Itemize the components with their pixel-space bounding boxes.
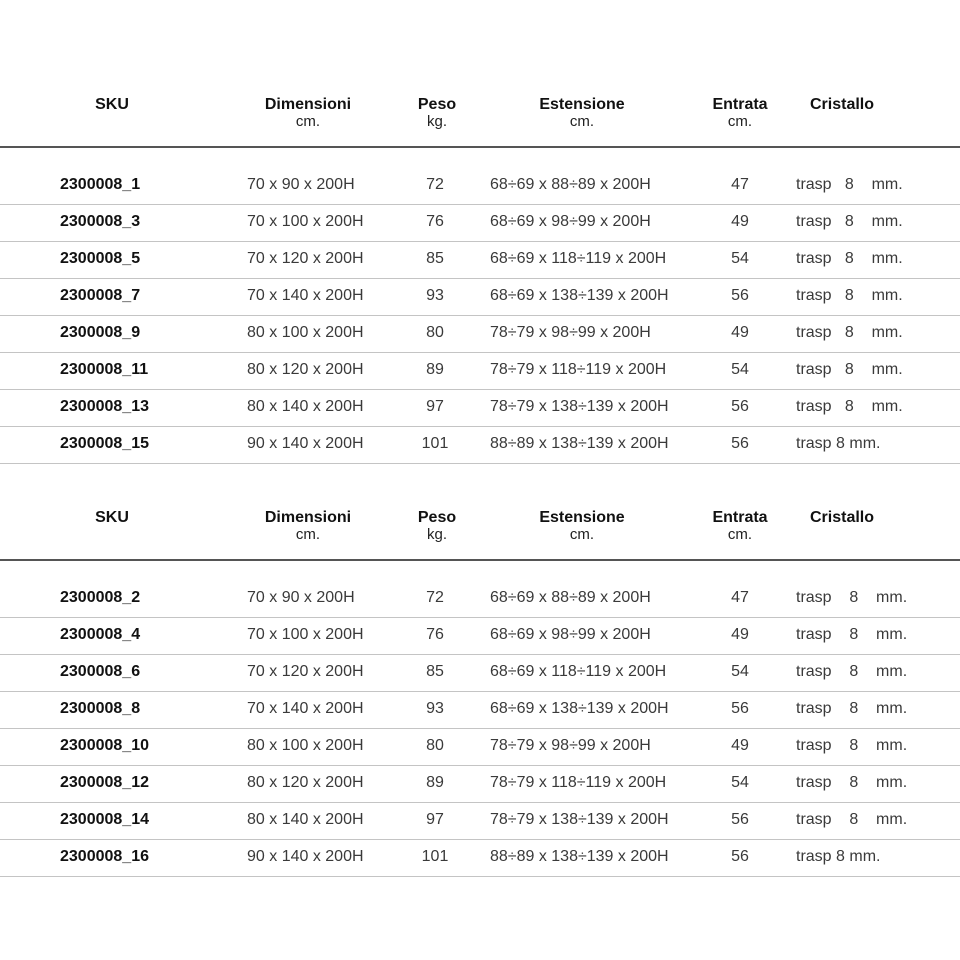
cristallo-cell: trasp 8 mm.: [796, 811, 908, 828]
header-cristallo-label: Cristallo: [809, 509, 874, 526]
header-peso-unit: kg.: [426, 526, 447, 543]
table-row: [0, 840, 960, 877]
dimensioni-cell: 80 x 100 x 200H: [247, 737, 364, 754]
entrata-cell: 49: [731, 626, 749, 643]
table-row: [0, 205, 960, 242]
sku-cell: 2300008_11: [60, 361, 149, 378]
cristallo-cell: trasp 8 mm.: [796, 213, 903, 230]
table-body: [0, 168, 960, 464]
table-row: [0, 655, 960, 692]
estensione-cell: 78÷79 x 118÷119 x 200H: [490, 774, 667, 791]
peso-cell: 93: [426, 287, 444, 304]
peso-cell: 76: [426, 626, 444, 643]
entrata-cell: 54: [731, 663, 749, 680]
entrata-cell: 54: [731, 250, 749, 267]
cristallo-cell: trasp 8 mm.: [796, 774, 908, 791]
entrata-cell: 49: [731, 213, 749, 230]
entrata-cell: 56: [731, 435, 749, 452]
dimensioni-cell: 70 x 120 x 200H: [247, 663, 364, 680]
cristallo-cell: trasp 8 mm.: [796, 626, 908, 643]
sku-cell: 2300008_5: [60, 250, 141, 267]
header-entrata: [700, 509, 780, 543]
entrata-cell: 56: [731, 811, 749, 828]
estensione-cell: 68÷69 x 98÷99 x 200H: [490, 213, 651, 230]
header-dimensioni-unit: cm.: [295, 113, 321, 130]
peso-cell: 97: [426, 398, 444, 415]
sku-cell: 2300008_2: [60, 589, 141, 606]
estensione-cell: 68÷69 x 138÷139 x 200H: [490, 287, 669, 304]
entrata-cell: 56: [731, 848, 749, 865]
table-header: [0, 509, 960, 561]
table-row: [0, 766, 960, 803]
peso-cell: 89: [426, 361, 444, 378]
table-row: [0, 618, 960, 655]
peso-cell: 101: [421, 848, 449, 865]
estensione-cell: 68÷69 x 88÷89 x 200H: [490, 176, 651, 193]
table-row: [0, 427, 960, 464]
header-estensione-label: Estensione: [539, 509, 625, 526]
dimensioni-cell: 70 x 90 x 200H: [247, 589, 355, 606]
dimensioni-cell: 90 x 140 x 200H: [247, 848, 364, 865]
cristallo-cell: trasp 8 mm.: [796, 287, 903, 304]
table-row: [0, 353, 960, 390]
header-dimensioni-label: Dimensioni: [264, 509, 352, 526]
table-row: [0, 316, 960, 353]
estensione-cell: 78÷79 x 138÷139 x 200H: [490, 811, 669, 828]
peso-cell: 93: [426, 700, 444, 717]
dimensioni-cell: 90 x 140 x 200H: [247, 435, 364, 452]
entrata-cell: 49: [731, 737, 749, 754]
header-peso-label: Peso: [417, 96, 457, 113]
dimensioni-cell: 80 x 120 x 200H: [247, 774, 364, 791]
sku-cell: 2300008_1: [60, 176, 141, 193]
entrata-cell: 56: [731, 700, 749, 717]
header-sku: [72, 96, 152, 113]
dimensioni-cell: 80 x 140 x 200H: [247, 811, 364, 828]
cristallo-cell: trasp 8 mm.: [796, 700, 908, 717]
estensione-cell: 88÷89 x 138÷139 x 200H: [490, 848, 669, 865]
estensione-cell: 78÷79 x 138÷139 x 200H: [490, 398, 669, 415]
sku-cell: 2300008_7: [60, 287, 141, 304]
peso-cell: 97: [426, 811, 444, 828]
estensione-cell: 78÷79 x 98÷99 x 200H: [490, 737, 651, 754]
sku-cell: 2300008_9: [60, 324, 141, 341]
cristallo-cell: trasp 8 mm.: [796, 398, 903, 415]
sku-cell: 2300008_15: [60, 435, 149, 452]
sku-cell: 2300008_16: [60, 848, 149, 865]
peso-cell: 80: [426, 737, 444, 754]
header-entrata-label: Entrata: [712, 96, 768, 113]
entrata-cell: 56: [731, 287, 749, 304]
header-peso-unit: kg.: [426, 113, 447, 130]
table-row: [0, 279, 960, 316]
cristallo-cell: trasp 8 mm.: [796, 361, 903, 378]
entrata-cell: 47: [731, 589, 749, 606]
table-row: [0, 242, 960, 279]
peso-cell: 76: [426, 213, 444, 230]
spec-table-2: [0, 509, 960, 877]
spec-table-1: [0, 96, 960, 464]
cristallo-cell: trasp 8 mm.: [796, 848, 881, 865]
dimensioni-cell: 70 x 120 x 200H: [247, 250, 364, 267]
header-cristallo: [792, 509, 892, 526]
peso-cell: 85: [426, 663, 444, 680]
estensione-cell: 78÷79 x 98÷99 x 200H: [490, 324, 651, 341]
sku-cell: 2300008_10: [60, 737, 149, 754]
header-peso-label: Peso: [417, 509, 457, 526]
sku-cell: 2300008_8: [60, 700, 141, 717]
estensione-cell: 68÷69 x 138÷139 x 200H: [490, 700, 669, 717]
header-estensione-label: Estensione: [539, 96, 625, 113]
table-row: [0, 803, 960, 840]
dimensioni-cell: 70 x 140 x 200H: [247, 700, 364, 717]
table-row: [0, 692, 960, 729]
header-estensione-unit: cm.: [569, 526, 595, 543]
estensione-cell: 68÷69 x 98÷99 x 200H: [490, 626, 651, 643]
cristallo-cell: trasp 8 mm.: [796, 176, 903, 193]
dimensioni-cell: 70 x 90 x 200H: [247, 176, 355, 193]
sku-cell: 2300008_4: [60, 626, 141, 643]
header-dimensioni: [248, 509, 368, 543]
table-row: [0, 729, 960, 766]
estensione-cell: 88÷89 x 138÷139 x 200H: [490, 435, 669, 452]
peso-cell: 101: [421, 435, 449, 452]
header-entrata-label: Entrata: [712, 509, 768, 526]
peso-cell: 80: [426, 324, 444, 341]
estensione-cell: 68÷69 x 118÷119 x 200H: [490, 663, 667, 680]
sku-cell: 2300008_6: [60, 663, 141, 680]
dimensioni-cell: 80 x 140 x 200H: [247, 398, 364, 415]
sku-cell: 2300008_13: [60, 398, 149, 415]
peso-cell: 72: [426, 589, 444, 606]
header-entrata-unit: cm.: [727, 526, 753, 543]
header-estensione: [522, 96, 642, 130]
cristallo-cell: trasp 8 mm.: [796, 324, 903, 341]
cristallo-cell: trasp 8 mm.: [796, 589, 908, 606]
header-sku-label: SKU: [95, 509, 129, 526]
dimensioni-cell: 70 x 100 x 200H: [247, 213, 364, 230]
entrata-cell: 47: [731, 176, 749, 193]
peso-cell: 72: [426, 176, 444, 193]
table-row: [0, 581, 960, 618]
header-cristallo-label: Cristallo: [809, 96, 874, 113]
dimensioni-cell: 70 x 140 x 200H: [247, 287, 364, 304]
header-entrata: [700, 96, 780, 130]
header-sku: [72, 509, 152, 526]
header-entrata-unit: cm.: [727, 113, 753, 130]
peso-cell: 89: [426, 774, 444, 791]
dimensioni-cell: 70 x 100 x 200H: [247, 626, 364, 643]
header-dimensioni-label: Dimensioni: [264, 96, 352, 113]
header-estensione: [522, 509, 642, 543]
table-body: [0, 581, 960, 877]
dimensioni-cell: 80 x 100 x 200H: [247, 324, 364, 341]
header-dimensioni-unit: cm.: [295, 526, 321, 543]
table-header: [0, 96, 960, 148]
sku-cell: 2300008_3: [60, 213, 141, 230]
entrata-cell: 54: [731, 361, 749, 378]
cristallo-cell: trasp 8 mm.: [796, 663, 908, 680]
header-estensione-unit: cm.: [569, 113, 595, 130]
table-row: [0, 390, 960, 427]
peso-cell: 85: [426, 250, 444, 267]
header-sku-label: SKU: [95, 96, 129, 113]
table-row: [0, 168, 960, 205]
entrata-cell: 54: [731, 774, 749, 791]
estensione-cell: 68÷69 x 118÷119 x 200H: [490, 250, 667, 267]
sku-cell: 2300008_14: [60, 811, 149, 828]
dimensioni-cell: 80 x 120 x 200H: [247, 361, 364, 378]
entrata-cell: 49: [731, 324, 749, 341]
header-peso: [404, 96, 470, 130]
entrata-cell: 56: [731, 398, 749, 415]
header-dimensioni: [248, 96, 368, 130]
cristallo-cell: trasp 8 mm.: [796, 435, 881, 452]
header-cristallo: [792, 96, 892, 113]
cristallo-cell: trasp 8 mm.: [796, 250, 903, 267]
cristallo-cell: trasp 8 mm.: [796, 737, 908, 754]
estensione-cell: 78÷79 x 118÷119 x 200H: [490, 361, 667, 378]
header-peso: [404, 509, 470, 543]
estensione-cell: 68÷69 x 88÷89 x 200H: [490, 589, 651, 606]
sku-cell: 2300008_12: [60, 774, 149, 791]
